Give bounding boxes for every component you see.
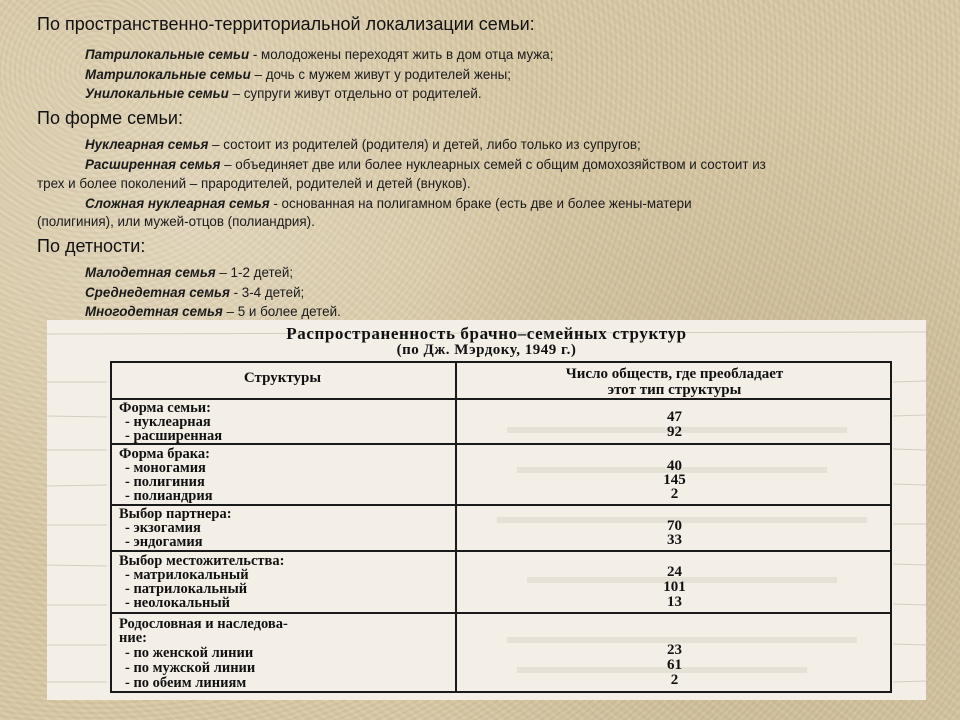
definition: – объединяет две или более нуклеарных семей с общим домохозяйством и состоит из [220, 157, 766, 172]
row-label: - патрилокальный [125, 581, 248, 597]
heading-family-form: По форме семьи: [37, 108, 183, 128]
heading-children: По детности: [37, 236, 146, 256]
row-label: - нуклеарная [125, 414, 211, 430]
row-value: 92 [667, 424, 682, 440]
row-label: - расширенная [125, 428, 223, 444]
term: Расширенная семья [85, 157, 221, 172]
list-item [85, 85, 482, 102]
row-value: 2 [670, 486, 679, 502]
row-value: 70 [667, 518, 682, 534]
list-item [85, 46, 553, 63]
term: Многодетная семья [85, 304, 223, 319]
list-item [85, 264, 293, 281]
row-value: 13 [667, 594, 682, 610]
list-item [85, 156, 766, 173]
term: Среднедетная семья [85, 285, 230, 300]
definition: - 3-4 детей; [229, 285, 305, 300]
row-label: - полигиния [125, 474, 205, 490]
row-divider [110, 398, 892, 400]
term: Матрилокальные семьи [85, 67, 251, 82]
group-label-continuation: ние: [119, 630, 147, 646]
scanned-table-image [47, 320, 926, 700]
row-label: - эндогамия [125, 534, 203, 550]
term: Малодетная семья [85, 265, 216, 280]
row-label: - моногамия [125, 460, 206, 476]
row-divider [110, 443, 892, 445]
row-value: 2 [670, 672, 679, 688]
column-header-structures: Структуры [243, 370, 322, 386]
row-divider [110, 612, 892, 614]
row-value: 23 [667, 642, 682, 658]
definition: – состоит из родителей (родителя) и детей, либо только из супругов; [208, 137, 641, 152]
group-label: Форма брака: [119, 446, 210, 462]
row-divider [110, 550, 892, 552]
definition: - молодожены переходят жить в дом отца мужа; [249, 47, 554, 62]
row-label: - по женской линии [125, 645, 254, 661]
list-item [85, 303, 341, 320]
list-item [85, 195, 692, 212]
table-title: Распространенность брачно–семейных структур [286, 324, 687, 343]
column-header-line: Число обществ, где преобладает [565, 366, 784, 382]
list-item [85, 66, 511, 83]
row-value: 101 [663, 579, 686, 595]
row-label: - по мужской линии [125, 660, 256, 676]
row-label: - по обеим линиям [125, 675, 247, 691]
term: Нуклеарная семья [85, 137, 209, 152]
column-header-count [457, 366, 892, 398]
column-header-line: этот тип структуры [607, 382, 742, 398]
list-item [85, 136, 641, 153]
list-item-continuation: трех и более поколений – прародителей, родителей и детей (внуков). [37, 176, 471, 191]
row-value: 61 [667, 657, 682, 673]
term: Унилокальные семьи [85, 86, 229, 101]
term: Патрилокальные семьи [85, 47, 250, 62]
group-label: Форма семьи: [119, 400, 211, 416]
definition: – дочь с мужем живут у родителей жены; [250, 67, 512, 82]
heading-localization: По пространственно-территориальной локализации семьи: [37, 14, 535, 34]
definition: - основанная на полигамном браке (есть две и более жены-матери [269, 196, 692, 211]
list-item-continuation: (полигиния), или мужей-отцов (полиандрия). [37, 214, 315, 229]
list-item [85, 284, 304, 301]
term: Сложная нуклеарная семья [85, 196, 270, 211]
definition: – 5 и более детей. [222, 304, 341, 319]
group-label: Выбор партнера: [119, 506, 232, 522]
row-value: 47 [667, 409, 682, 425]
row-value: 33 [667, 532, 682, 548]
definition: – 1-2 детей; [215, 265, 294, 280]
row-label: - полиандрия [125, 488, 213, 504]
row-value: 145 [663, 472, 686, 488]
row-label: - матрилокальный [125, 567, 249, 583]
group-label: Выбор местожительства: [119, 553, 285, 569]
row-value: 40 [667, 458, 682, 474]
group-label: Родословная и наследова- [119, 616, 288, 632]
row-label: - экзогамия [125, 520, 201, 536]
row-value: 24 [667, 564, 682, 580]
row-label: - неолокальный [125, 595, 231, 611]
table-subtitle: (по Дж. Мэрдоку, 1949 г.) [396, 342, 577, 358]
definition: – супруги живут отдельно от родителей. [228, 86, 482, 101]
